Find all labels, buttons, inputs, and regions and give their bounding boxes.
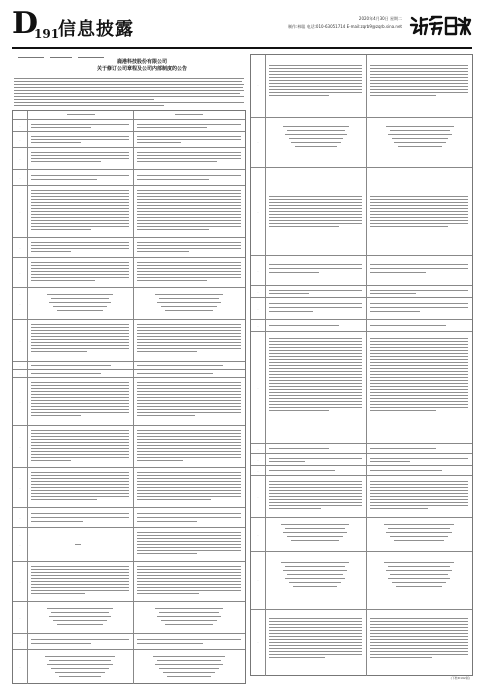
announcement-header — [12, 54, 246, 76]
table-row: · — [13, 287, 245, 320]
table-row: · — [13, 319, 245, 362]
masthead — [12, 6, 472, 44]
table-row: · — [13, 131, 245, 148]
table-row: · — [13, 257, 245, 288]
table-row: · — [13, 649, 245, 684]
table-row: · — [251, 551, 472, 610]
table-row: · — [13, 119, 245, 132]
table-row: · — [13, 561, 245, 602]
table-row: · — [251, 475, 472, 518]
table-row: · — [251, 297, 472, 320]
revision-table-left — [12, 110, 246, 684]
revision-table-right — [250, 54, 473, 676]
table-row: · — [251, 443, 472, 454]
table-row: · — [13, 169, 245, 186]
table-row: · — [13, 425, 245, 468]
masthead-rule — [12, 47, 472, 49]
table-row: · — [251, 453, 472, 466]
table-row: · — [13, 507, 245, 528]
table-row: · — [251, 255, 472, 286]
left-column — [12, 54, 246, 684]
table-row: · — [13, 237, 245, 258]
editor-contact: 制作:林聪 电话:010-63051714 E-mail:zqrb9@zqrb.sina.net — [287, 24, 402, 29]
table-row: · — [13, 369, 245, 378]
issue-date: 2020年4月30日 星期二 — [358, 16, 402, 21]
table-row: · — [251, 517, 472, 552]
section-letter: D — [12, 6, 39, 41]
table-row: · — [13, 633, 245, 650]
section-title: 信息披露 — [58, 19, 134, 40]
table-row: · — [13, 467, 245, 508]
table-row: · — [251, 319, 472, 332]
page-number: 191 — [34, 27, 60, 41]
table-row: · — [13, 147, 245, 170]
table-row: · — [251, 285, 472, 298]
intro-paragraph — [14, 78, 244, 108]
table-row: · — [251, 465, 472, 476]
table-row: · — [251, 331, 472, 444]
company-name: 鹿港科技股份有限公司 — [116, 59, 167, 65]
table-row: · — [251, 55, 472, 117]
table-row: · — [251, 117, 472, 168]
announcement-title: 关于修订公司章程及公司内部制度的公告 — [96, 66, 187, 72]
table-row: · — [251, 167, 472, 256]
table-row: · — [13, 527, 245, 562]
table-row: · — [13, 377, 245, 426]
table-row: · — [13, 185, 245, 238]
continuation-note: (下转D192版) — [450, 676, 470, 680]
newspaper-logo — [408, 12, 472, 38]
right-column — [250, 54, 472, 684]
table-row: · — [251, 609, 472, 676]
table-row: · — [13, 361, 245, 370]
table-row: · — [13, 601, 245, 634]
table-header-row — [13, 111, 245, 119]
page-body — [12, 54, 472, 684]
